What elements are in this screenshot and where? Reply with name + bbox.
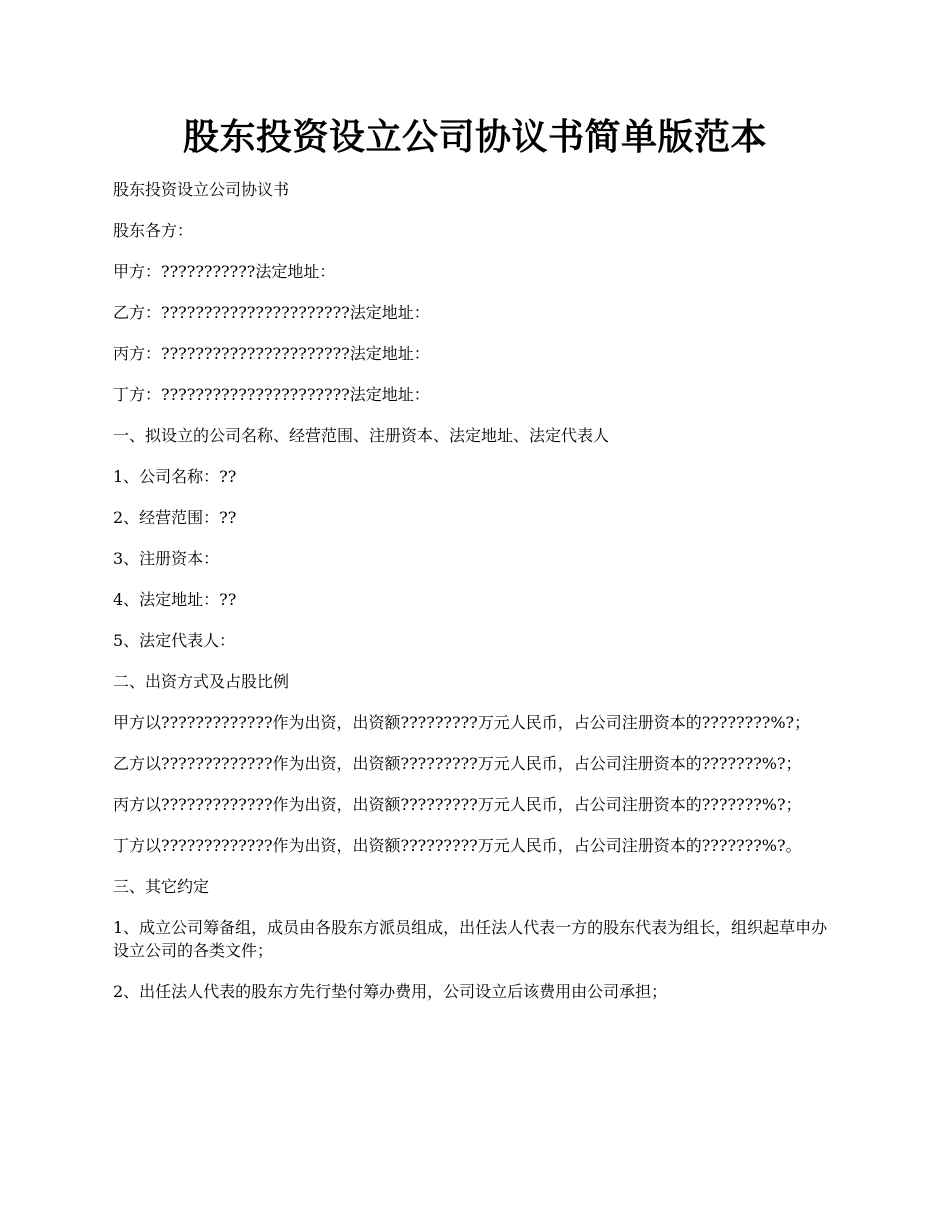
legal-representative-item: 5、法定代表人： <box>113 631 236 650</box>
party-a-contribution: 甲方以?????????????作为出资，出资额?????????万元人民币，占公司注册资本的????????%?； <box>113 713 811 732</box>
document-body <box>113 178 833 1021</box>
section-2-heading: 二、出资方式及占股比例 <box>113 672 290 691</box>
party-c-contribution: 丙方以?????????????作为出资，出资额?????????万元人民币，占公司注册资本的???????%?； <box>113 795 802 814</box>
party-d-contribution: 丁方以?????????????作为出资，出资额?????????万元人民币，占公司注册资本的???????%?。 <box>113 836 802 855</box>
section-1-heading: 一、拟设立的公司名称、经营范围、注册资本、法定地址、法定代表人 <box>113 426 610 445</box>
party-b-line: 乙方：??????????????????????法定地址： <box>113 303 430 322</box>
party-b-contribution: 乙方以?????????????作为出资，出资额?????????万元人民币，占公司注册资本的???????%?； <box>113 754 802 773</box>
document-title: 股东投资设立公司协议书简单版范本 <box>182 116 767 158</box>
company-name-item: 1、公司名称：?? <box>113 467 237 486</box>
other-terms-item-2: 2、出任法人代表的股东方先行垫付筹办费用，公司设立后该费用由公司承担； <box>113 982 668 1001</box>
party-d-line: 丁方：??????????????????????法定地址： <box>113 385 430 404</box>
registered-capital-item: 3、注册资本： <box>113 549 220 568</box>
shareholders-heading: 股东各方： <box>113 221 194 240</box>
business-scope-item: 2、经营范围：?? <box>113 508 237 527</box>
party-a-line: 甲方：???????????法定地址： <box>113 262 336 281</box>
legal-address-item: 4、法定地址：?? <box>113 590 237 609</box>
party-c-line: 丙方：??????????????????????法定地址： <box>113 344 430 363</box>
section-3-heading: 三、其它约定 <box>113 877 210 896</box>
other-terms-item-1: 1、成立公司筹备组，成员由各股东方派员组成，出任法人代表一方的股东代表为组长，组织起草申办设立公司的各类文件； <box>113 918 828 960</box>
doc-subtitle: 股东投资设立公司协议书 <box>113 180 290 199</box>
